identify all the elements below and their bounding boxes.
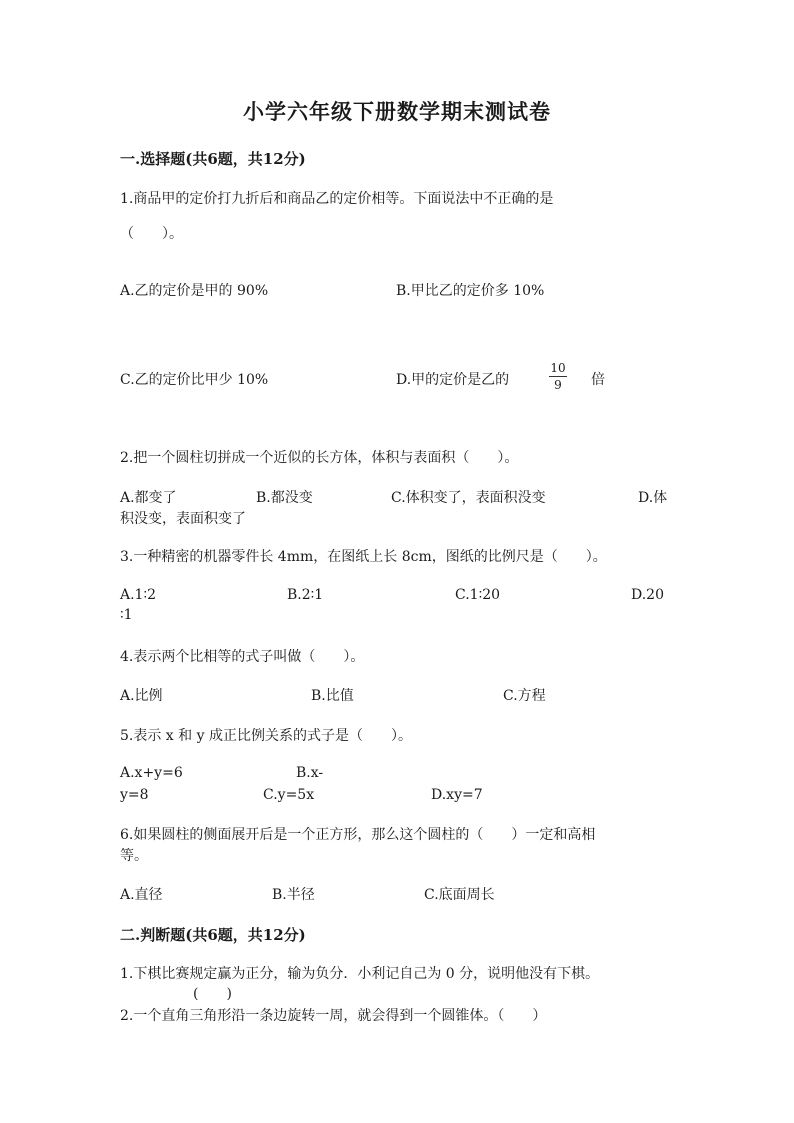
question-2-option-d-cont: 积没变，表面积变了	[120, 511, 246, 527]
question-5-option-b-cont: y=8	[120, 787, 149, 803]
question-5-option-a: A.x+y=6	[120, 765, 183, 781]
judge-question-1-blank: ( )	[193, 986, 232, 1002]
question-4-option-a: A.比例	[120, 688, 163, 704]
question-2-option-b: B.都没变	[256, 490, 313, 506]
section-heading-choice: 一.选择题(共6题，共12分)	[120, 150, 306, 168]
question-1-stem-cont: （ ）。	[120, 226, 183, 242]
question-3-stem: 3.一种精密的机器零件长 4mm，在图纸上长 8cm，图纸的比例尺是（ ）。	[120, 549, 607, 565]
question-1-stem: 1.商品甲的定价打九折后和商品乙的定价相等。下面说法中不正确的是	[120, 191, 554, 207]
question-3-option-c: C.1∶20	[455, 587, 501, 603]
question-1-option-d-suffix: 倍	[591, 372, 605, 388]
judge-question-2-stem: 2.一个直角三角形沿一条边旋转一周，就会得到一个圆锥体。（ ）	[120, 1008, 547, 1024]
question-2-stem: 2.把一个圆柱切拼成一个近似的长方体，体积与表面积（ ）。	[120, 450, 519, 466]
section-heading-judge: 二.判断题(共6题，共12分)	[120, 926, 306, 944]
question-4-option-b: B.比值	[311, 688, 354, 704]
question-2-option-c: C.体积变了，表面积没变	[391, 490, 546, 506]
question-1-option-c: C.乙的定价比甲少 10%	[120, 372, 269, 388]
fraction-numerator: 10	[550, 361, 566, 375]
question-4-option-c: C.方程	[503, 688, 546, 704]
question-4-stem: 4.表示两个比相等的式子叫做（ ）。	[120, 649, 365, 665]
question-6-stem-cont: 等。	[120, 848, 148, 864]
question-1-option-d: D.甲的定价是乙的	[396, 372, 510, 388]
question-1-option-a: A.乙的定价是甲的 90%	[120, 283, 269, 299]
fraction-bar	[549, 376, 567, 377]
fraction-denominator: 9	[554, 378, 562, 392]
question-3-option-a: A.1∶2	[120, 587, 157, 603]
question-6-option-c: C.底面周长	[424, 887, 495, 903]
question-6-stem: 6.如果圆柱的侧面展开后是一个正方形，那么这个圆柱的（ ）一定和高相	[120, 827, 596, 843]
question-1-option-b: B.甲比乙的定价多 10%	[396, 283, 545, 299]
question-5-option-d: D.xy=7	[431, 787, 483, 803]
question-5-option-b: B.x-	[296, 765, 324, 781]
question-6-option-a: A.直径	[120, 887, 163, 903]
fraction-ten-ninths	[549, 361, 567, 392]
page-title: 小学六年级下册数学期末测试卷	[243, 99, 551, 124]
question-5-stem: 5.表示 x 和 y 成正比例关系的式子是（ ）。	[120, 728, 412, 744]
question-6-option-b: B.半径	[272, 887, 315, 903]
question-3-option-d-cont: ∶1	[120, 607, 133, 623]
question-2-option-a: A.都变了	[120, 490, 177, 506]
question-3-option-b: B.2∶1	[287, 587, 324, 603]
judge-question-1-stem: 1.下棋比赛规定赢为正分，输为负分．小利记自己为 0 分，说明他没有下棋。	[120, 966, 600, 982]
question-2-option-d: D.体	[638, 490, 668, 506]
question-3-option-d: D.20	[631, 587, 664, 603]
question-5-option-c: C.y=5x	[263, 787, 315, 803]
